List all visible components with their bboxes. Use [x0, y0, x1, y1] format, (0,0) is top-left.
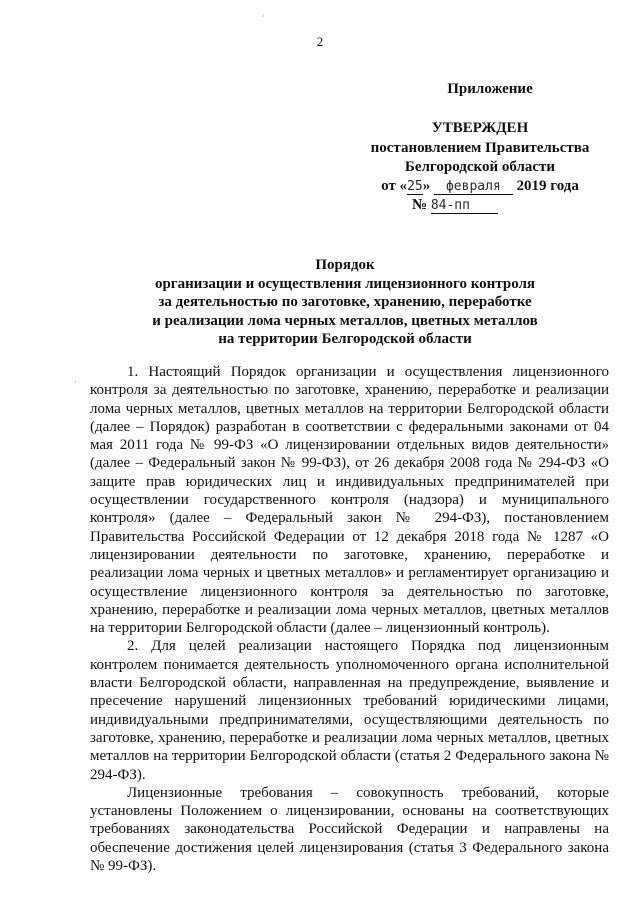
approval-number: № 84-пп — [330, 196, 630, 215]
paragraph-1: 1. Настоящий Порядок организации и осуществления лицензионного контроля за деятельностью по заготовке, хранению, переработке и реализации лома черных металлов, цветных металлов на территории Белгородской области (далее – Порядок) разработан в соответствии с федеральными законами от 04 мая 2011 года № 99-ФЗ «О лицензировании отдельных видов деятельности» (далее – Федеральный закон № 99-ФЗ), от 26 декабря 2008 года № 294-ФЗ «О защите прав юридических лиц и индивидуальных предпринимателей при осуществлении государственного контроля (надзора) и муниципального контроля» (далее – Федеральный закон № 294-ФЗ), постановлением Правительства Российской Федерации от 12 декабря 2018 года № 1287 «О лицензировании деятельности по заготовке, хранению, переработке и реализации лома черных и цветных металлов» и регламентирует организацию и осуществление лицензионного контроля за деятельностью по заготовке, хранению, переработке и реализации лома черных металлов, цветных металлов на территории Белгородской области (далее – лицензионный контроль). — [90, 364, 609, 637]
paragraph-2: 2. Для целей реализации настоящего Порядка под лицензионным контролем понимается деятельность уполномоченного органа исполнительной власти Белгородской области, направленная на предупреждение, выявление и пресечение нарушений лицензионных требований юридическими лицами, индивидуальными предпринимателями, осуществляющими деятельность по заготовке, хранению, переработке и реализации лома черных металлов, цветных металлов на территории Белгородской области (статья 2 Федерального закона № 294-ФЗ). — [90, 638, 609, 783]
document-title — [60, 256, 630, 349]
page-number: 2 — [316, 34, 324, 49]
paragraph-3: Лицензионные требования – совокупность требований, которые установлены Положением о лицензировании, основаны на соответствующих требованиях законодательства Российской Федерации и направлены на обеспечение достижения целей лицензирования (статья 3 Федерального закона № 99-ФЗ). — [90, 784, 609, 875]
scan-speck: · — [74, 378, 77, 387]
date-year: 2019 года — [516, 178, 579, 194]
title-line: на территории Белгородской области — [218, 331, 472, 347]
approved-label: УТВЕРЖДЕН — [431, 120, 529, 136]
title-line: за деятельностью по заготовке, хранению, переработке — [158, 294, 532, 310]
approval-date: от «25» февраля 2019 года — [381, 178, 579, 194]
scan-speck: · — [262, 12, 265, 21]
appendix-label: Приложение — [447, 81, 533, 97]
approval-block — [330, 80, 630, 215]
title-line: организации и осуществления лицензионного контроля — [154, 275, 536, 292]
title-line: Порядок — [315, 257, 375, 273]
title-line: и реализации лома черных металлов, цветных металлов — [152, 312, 538, 329]
approved-by-line2: Белгородской области — [404, 159, 556, 175]
date-day: 25 — [407, 179, 423, 194]
date-month: февраля — [434, 179, 513, 195]
approved-by-line1: постановлением Правительства — [370, 140, 590, 156]
number-value: 84-пп — [431, 198, 498, 214]
document-body — [90, 363, 609, 875]
